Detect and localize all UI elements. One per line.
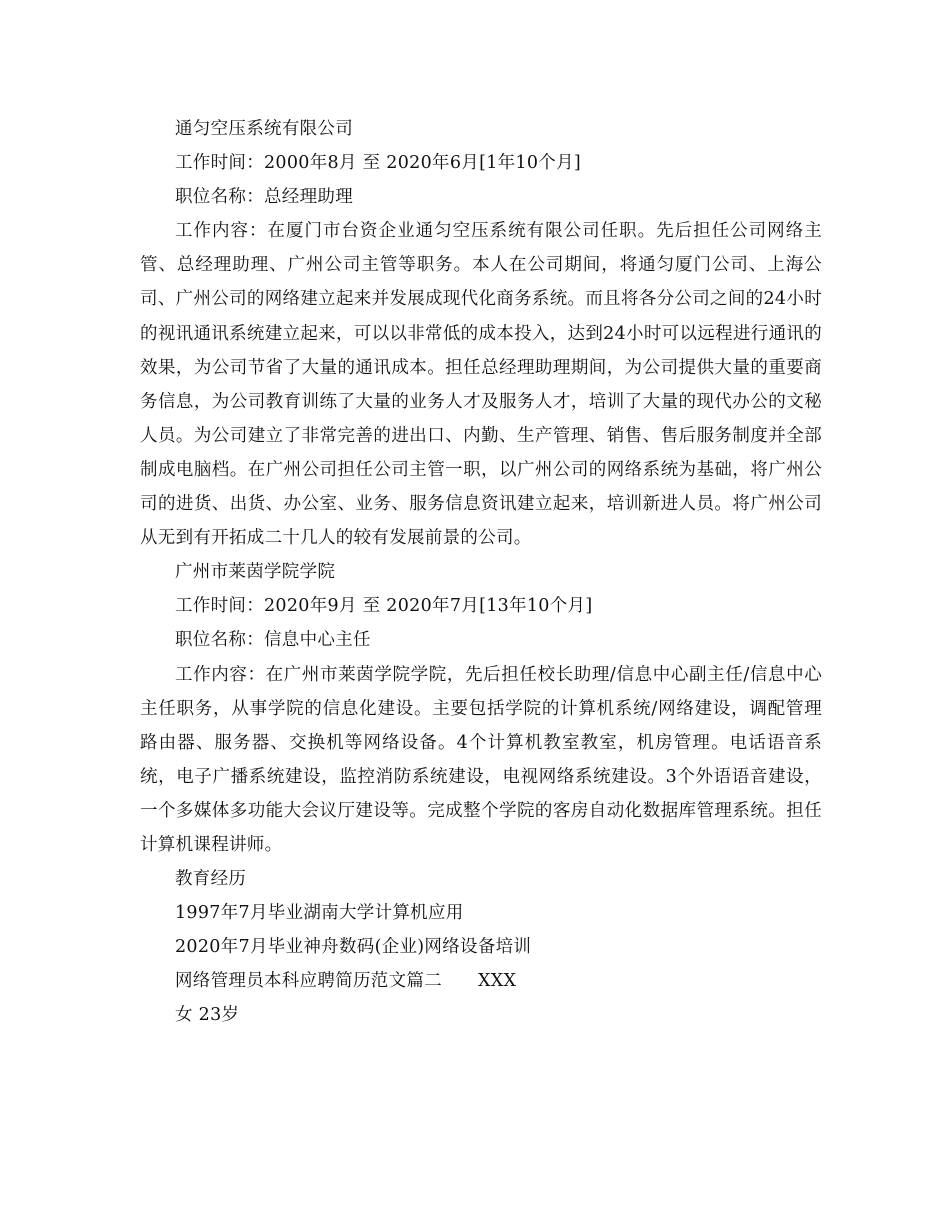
gender-age: 女 23岁 xyxy=(175,1005,240,1026)
candidate-name: XXX xyxy=(478,971,517,992)
company-name: 通匀空压系统有限公司 xyxy=(175,119,353,139)
work-content: 工作内容：在厦门市台资企业通匀空压系统有限公司任职。先后担任公司网络主管、总经理助理、广州公司主管等职务。本人在公司期间，将通匀厦门公司、上海公司、广州公司的网络建立起来并发展成现代化商务系统。而且将各分公司之间的24小时的视讯通讯系统建立起来，可以以非常低的成本投入，达到24小时可以远程进行通讯的效果，为公司节省了大量的通讯成本。担任总经理助理期间，为公司提供大量的重要商务信息，为公司教育训练了大量的业务人才及服务人才，培训了大量的现代办公的文秘人员。为公司建立了非常完善的进出口、内勤、生产管理、销售、售后服务制度并全部制成电脑档。在广州公司担任公司主管一职，以广州公司的网络系统为基础，将广州公司的进货、出货、办公室、业务、服务信息资讯建立起来，培训新进人员。将广州公司从无到有开拓成二十几人的较有发展前景的公司。 xyxy=(140,221,822,549)
document-body xyxy=(140,112,822,1033)
education-item: 2020年7月毕业神舟数码(企业)网络设备培训 xyxy=(175,937,532,958)
resume-title: 网络管理员本科应聘简历范文篇二 xyxy=(175,971,442,992)
position-title: 职位名称：信息中心主任 xyxy=(175,630,371,651)
education-heading: 教育经历 xyxy=(175,869,247,890)
position-title: 职位名称：总经理助理 xyxy=(175,187,353,208)
work-time: 工作时间：2000年8月 至 2020年6月[1年10个月] xyxy=(175,153,582,174)
work-content: 工作内容：在广州市莱茵学院学院，先后担任校长助理/信息中心副主任/信息中心主任职务，从事学院的信息化建设。主要包括学院的计算机系统/网络建设，调配管理路由器、服务器、交换机等网络设备。4个计算机教室教室，机房管理。电话语音系统，电子广播系统建设，监控消防系统建设，电视网络系统建设。3个外语语音建设，一个多媒体多功能大会议厅建设等。完成整个学院的客房自动化数据库管理系统。担任计算机课程讲师。 xyxy=(140,664,822,855)
education-item: 1997年7月毕业湖南大学计算机应用 xyxy=(175,903,464,924)
company-name: 广州市莱茵学院学院 xyxy=(175,562,336,583)
resume-title-line xyxy=(140,964,822,998)
work-time: 工作时间：2020年9月 至 2020年7月[13年10个月] xyxy=(175,596,593,617)
